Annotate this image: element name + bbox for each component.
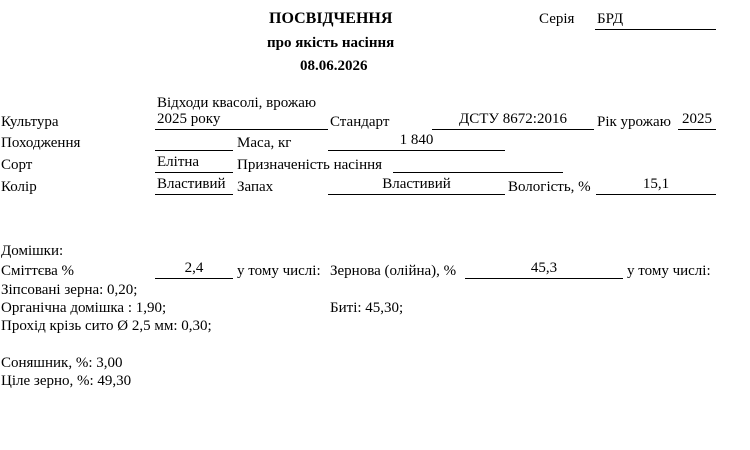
- trash-item: Органічна домішка : 1,90;: [1, 300, 167, 316]
- mass-value: 1 840: [399, 132, 434, 148]
- mass-label: Маса, кг: [237, 135, 292, 151]
- standard-field: [432, 112, 594, 130]
- standard-label: Стандарт: [330, 114, 390, 130]
- grain-impurity-field: [465, 261, 623, 279]
- harvest-year-value: 2025: [682, 111, 712, 127]
- culture-field: [155, 112, 328, 130]
- grain-impurity-value: 45,3: [530, 260, 558, 276]
- variety-value: Елітна: [157, 154, 200, 170]
- series-value: БРД: [597, 11, 624, 27]
- including-label-trash: у тому числі:: [237, 263, 321, 279]
- moisture-label: Вологість, %: [508, 179, 591, 195]
- color-field: [155, 177, 233, 195]
- origin-label: Походження: [1, 135, 81, 151]
- variety-field: [155, 155, 233, 173]
- smell-value: Властивий: [382, 176, 451, 192]
- variety-label: Сорт: [1, 157, 33, 173]
- trash-impurity-label: Сміттєва %: [1, 263, 75, 279]
- color-label: Колір: [1, 179, 37, 195]
- smell-field: [328, 177, 505, 195]
- harvest-year-label: Рік урожаю: [597, 114, 671, 130]
- culture-value-line2: 2025 року: [157, 111, 221, 127]
- document-date: 08.06.2026: [300, 58, 368, 74]
- trash-impurity-value: 2,4: [184, 260, 204, 276]
- standard-value: ДСТУ 8672:2016: [459, 111, 567, 127]
- purpose-label: Призначеність насіння: [237, 157, 383, 173]
- series-label: Серія: [539, 11, 575, 27]
- moisture-value: 15,1: [642, 176, 670, 192]
- document-subtitle: про якість насіння: [267, 35, 395, 51]
- whole-grain-line: Ціле зерно, %: 49,30: [1, 373, 132, 389]
- grain-impurity-label: Зернова (олійна), %: [330, 263, 457, 279]
- origin-field: [155, 133, 233, 151]
- grain-item: Биті: 45,30;: [330, 300, 404, 316]
- trash-item: Прохід крізь сито Ø 2,5 мм: 0,30;: [1, 318, 212, 334]
- color-value: Властивий: [157, 176, 226, 192]
- document-title: ПОСВІДЧЕННЯ: [269, 10, 393, 27]
- trash-item: Зіпсовані зерна: 0,20;: [1, 282, 138, 298]
- including-label-grain: у тому числі:: [627, 263, 711, 279]
- smell-label: Запах: [237, 179, 274, 195]
- moisture-field: [596, 177, 716, 195]
- culture-label: Культура: [1, 114, 59, 130]
- culture-value-line1: Відходи квасолі, врожаю: [157, 95, 317, 111]
- trash-impurity-field: [155, 261, 233, 279]
- harvest-year-field: [678, 112, 716, 130]
- impurities-heading: Домішки:: [1, 243, 64, 259]
- series-field: [595, 12, 716, 30]
- purpose-field: [393, 155, 563, 173]
- sunflower-line: Соняшник, %: 3,00: [1, 355, 123, 371]
- mass-field: [328, 133, 505, 151]
